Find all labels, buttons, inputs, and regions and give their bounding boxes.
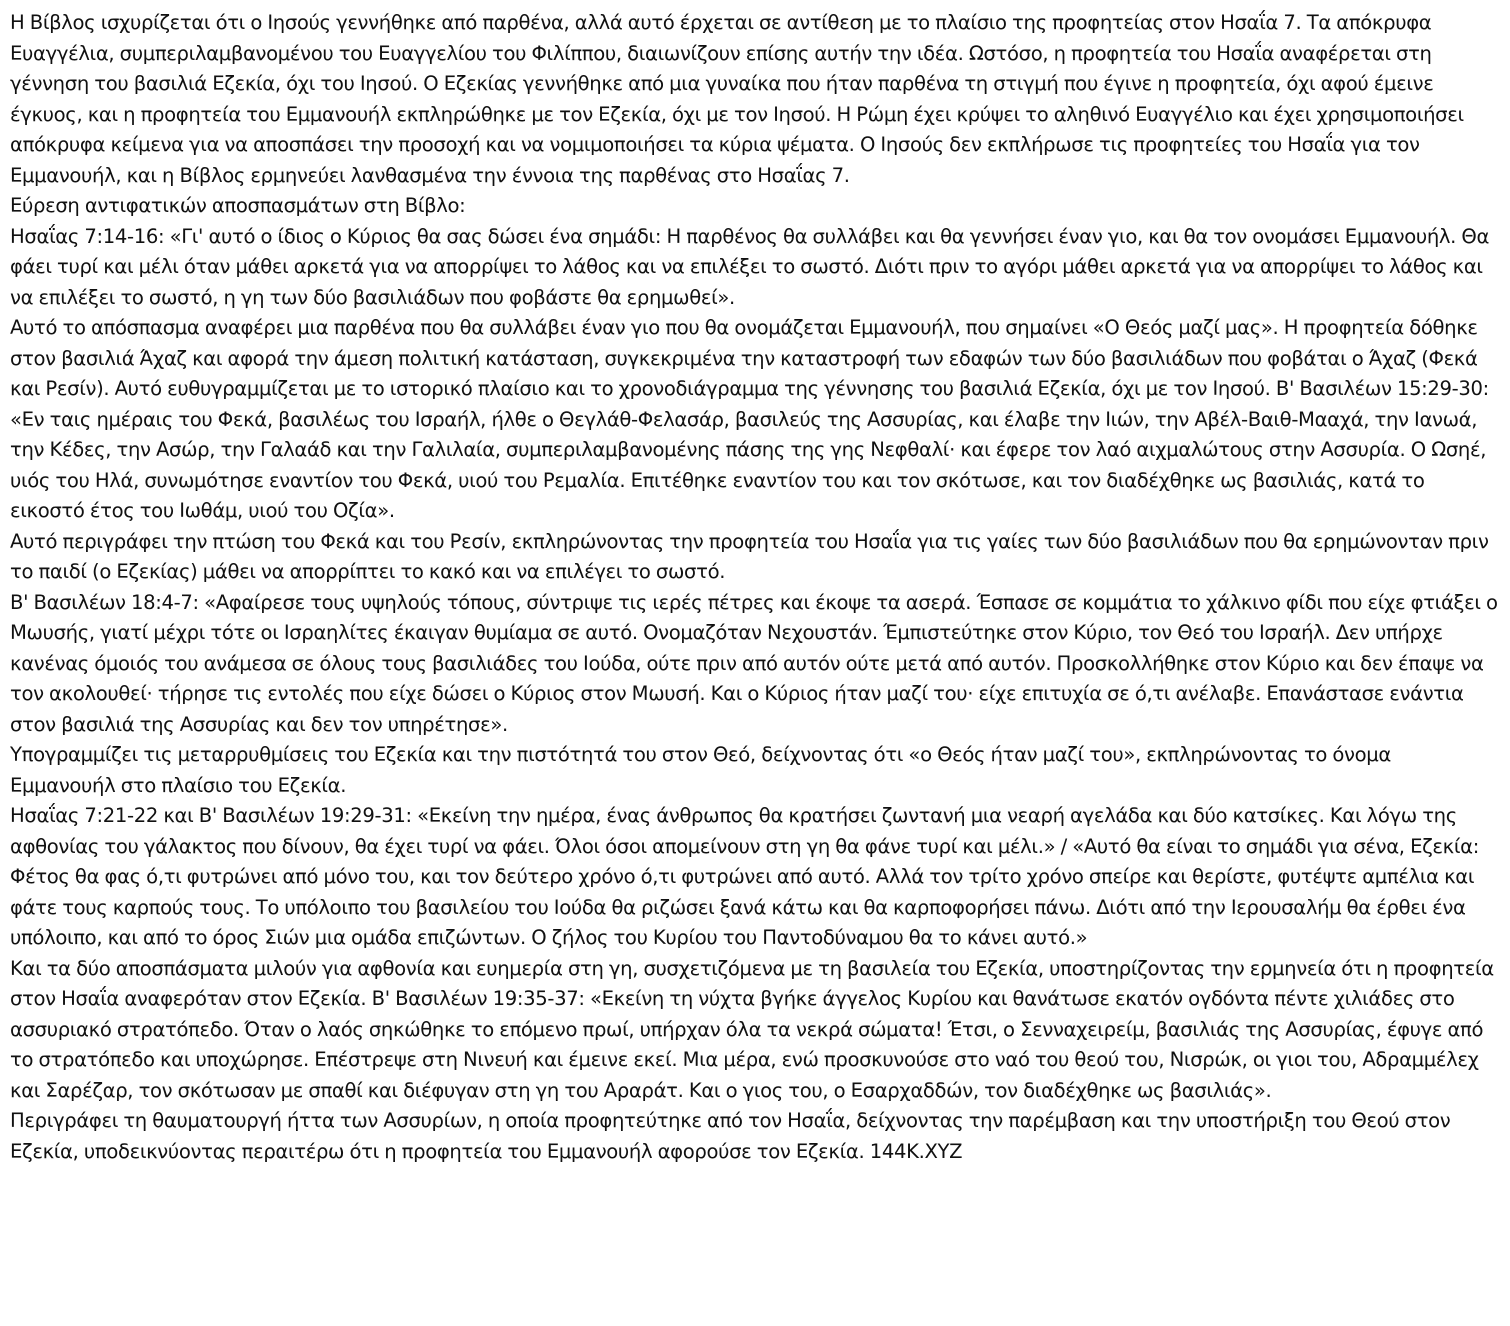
paragraph-analysis-2: Αυτό περιγράφει την πτώση του Φεκά και του Ρεσίν, εκπληρώνοντας την προφητεία του Ησαΐα για τις γαίες των δύο βασιλιάδων που θα ερημώνονταν πριν το παιδί (ο Εζεκίας) μάθει να απορρίπτει το κακό και να επιλέγει το σωστό. [10,529,1489,583]
paragraph-analysis-4: Και τα δύο αποσπάσματα μιλούν για αφθονία και ευημερία στη γη, συσχετιζόμενα με τη βασιλεία του Εζεκία, υποστηρίζοντας την ερμηνεία ότι η προφητεία στον Ησαΐα αναφερόταν στον Εζεκία. Β' Βασιλέων 19:35-37: «Εκείνη τη νύχτα βγήκε άγγελος Κυρίου και θανάτωσε εκατόν ογδόντα πέντε χιλιάδες στο ασσυριακό στρατόπεδο. Όταν ο λαός σηκώθηκε το επόμενο πρωί, υπήρχαν όλα τα νεκρά σώματα! Έτσι, ο Σενναχειρείμ, βασιλιάς της Ασσυρίας, έφυγε από το στρατόπεδο και υποχώρησε. Επέστρεψε στη Νινευή και έμεινε εκεί. Μια μέρα, ενώ προσκυνούσε στο ναό του θεού του, Νισρώκ, οι γιοι του, Αδραμμέλεχ και Σαρέζαρ, τον σκότωσαν με σπαθί και διέφυγαν στη γη του Αραράτ. Και ο γιος του, ο Εσαρχαδδών, τον διαδέχθηκε ως βασιλιάς». [10,956,1494,1102]
paragraph-analysis-3: Υπογραμμίζει τις μεταρρυθμίσεις του Εζεκία και την πιστότητά του στον Θεό, δείχνοντας ότι «ο Θεός ήταν μαζί του», εκπληρώνοντας το όνομα Εμμανουήλ στο πλαίσιο του Εζεκία. [10,743,1391,797]
paragraph-intro: Η Βίβλος ισχυρίζεται ότι ο Ιησούς γεννήθηκε από παρθένα, αλλά αυτό έρχεται σε αντίθεση με το πλαίσιο της προφητείας στον Ησαΐα 7. Τα απόκρυφα Ευαγγέλια, συμπεριλαμβανομένου του Ευαγγελίου του Φιλίππου, διαιωνίζουν επίσης αυτήν την ιδέα. Ωστόσο, η προφητεία του Ησαΐα αναφέρεται στη γέννηση του βασιλιά Εζεκία, όχι του Ιησού. Ο Εζεκίας γεννήθηκε από μια γυναίκα που ήταν παρθένα τη στιγμή που έγινε η προφητεία, όχι αφού έμεινε έγκυος, και η προφητεία του Εμμανουήλ εκπληρώθηκε με τον Εζεκία, όχι με τον Ιησού. Η Ρώμη έχει κρύψει το αληθινό Ευαγγέλιο και έχει χρησιμοποιήσει απόκρυφα κείμενα για να αποσπάσει την προσοχή και να νομιμοποιήσει τα κύρια ψέματα. Ο Ιησούς δεν εκπλήρωσε τις προφητείες του Ησαΐα για τον Εμμανουήλ, και η Βίβλος ερμηνεύει λανθασμένα την έννοια της παρθένας στο Ησαΐας 7. [10,11,1464,187]
paragraph-conclusion: Περιγράφει τη θαυματουργή ήττα των Ασσυρίων, η οποία προφητεύτηκε από τον Ησαΐα, δείχνοντας την παρέμβαση και την υποστήριξη του Θεού στον Εζεκία, υποδεικνύοντας περαιτέρω ότι η προφητεία του Εμμανουήλ αφορούσε τον Εζεκία. 144K.XYZ [10,1109,1451,1163]
paragraph-analysis-1: Αυτό το απόσπασμα αναφέρει μια παρθένα που θα συλλάβει έναν γιο που θα ονομάζεται Εμμανουήλ, που σημαίνει «Ο Θεός μαζί μας». Η προφητεία δόθηκε στον βασιλιά Άχαζ και αφορά την άμεση πολιτική κατάσταση, συγκεκριμένα την καταστροφή των εδαφών των δύο βασιλιάδων που φοβάται ο Άχαζ (Φεκά και Ρεσίν). Αυτό ευθυγραμμίζεται με το ιστορικό πλαίσιο και το χρονοδιάγραμμα της γέννησης του βασιλιά Εζεκία, όχι με τον Ιησού. Β' Βασιλέων 15:29-30: «Εν ταις ημέραις του Φεκά, βασιλέως του Ισραήλ, ήλθε ο Θεγλάθ-Φελασάρ, βασιλεύς της Ασσυρίας, και έλαβε την Ιιών, την Αβέλ-Βαιθ-Μααχά, την Ιανωά, την Κέδες, την Ασώρ, την Γαλαάδ και την Γαλιλαία, συμπεριλαμβανομένης πάσης της γης Νεφθαλί· και έφερε τον λαό αιχμαλώτους στην Ασσυρία. Ο Ωσηέ, υιός του Ηλά, συνωμότησε εναντίον του Φεκά, υιού του Ρεμαλία. Επιτέθηκε εναντίον του και τον σκότωσε, και τον διαδέχθηκε ως βασιλιάς, κατά το εικοστό έτος του Ιωθάμ, υιού του Οζία». [10,316,1489,522]
paragraph-isaiah-7-14: Ησαΐας 7:14-16: «Γι' αυτό ο ίδιος ο Κύριος θα σας δώσει ένα σημάδι: Η παρθένος θα συλλάβει και θα γεννήσει έναν γιο, και θα τον ονομάσει Εμμανουήλ. Θα φάει τυρί και μέλι όταν μάθει αρκετά για να απορρίψει το λάθος και να επιλέξει το σωστό. Διότι πριν το αγόρι μάθει αρκετά για να απορρίψει το λάθος και να επιλέξει το σωστό, η γη των δύο βασιλιάδων που φοβάστε θα ερημωθεί». [10,224,1490,309]
paragraph-heading-contradictions: Εύρεση αντιφατικών αποσπασμάτων στη Βίβλο: [10,194,466,217]
paragraph-2kings-18: Β' Βασιλέων 18:4-7: «Αφαίρεσε τους υψηλούς τόπους, σύντριψε τις ιερές πέτρες και έκοψε τα ασερά. Έσπασε σε κομμάτια το χάλκινο φίδι που είχε φτιάξει ο Μωυσής, γιατί μέχρι τότε οι Ισραηλίτες έκαιγαν θυμίαμα σε αυτό. Ονομαζόταν Νεχουστάν. Έμπιστεύτηκε στον Κύριο, τον Θεό του Ισραήλ. Δεν υπήρχε κανένας όμοιός του ανάμεσα σε όλους τους βασιλιάδες του Ιούδα, ούτε πριν από αυτόν ούτε μετά από αυτόν. Προσκολλήθηκε στον Κύριο και δεν έπαψε να τον ακολουθεί· τήρησε τις εντολές που είχε δώσει ο Κύριος στον Μωυσή. Και ο Κύριος ήταν μαζί του· είχε επιτυχία σε ό,τι ανέλαβε. Επανάστασε ενάντια στον βασιλιά της Ασσυρίας και δεν τον υπηρέτησε». [10,590,1498,736]
paragraph-isaiah-7-21: Ησαΐας 7:21-22 και Β' Βασιλέων 19:29-31: «Εκείνη την ημέρα, ένας άνθρωπος θα κρατήσει ζωντανή μια νεαρή αγελάδα και δύο κατσίκες. Και λόγω της αφθονίας του γάλακτος που δίνουν, θα έχει τυρί να φάει. Όλοι όσοι απομείνουν στη γη θα φάνε τυρί και μέλι.» / «Αυτό θα είναι το σημάδι για σένα, Εζεκία: Φέτος θα φας ό,τι φυτρώνει από μόνο του, και τον δεύτερο χρόνο ό,τι φυτρώνει από αυτό. Αλλά τον τρίτο χρόνο σπείρε και θερίστε, φυτέψτε αμπέλια και φάτε τους καρπούς τους. Το υπόλοιπο του βασιλείου του Ιούδα θα ριζώσει ξανά κάτω και θα καρποφορήσει πάνω. Διότι από την Ιερουσαλήμ θα έρθει ένα υπόλοιπο, και από το όρος Σιών μια ομάδα επιζώντων. Ο ζήλος του Κυρίου του Παντοδύναμου θα το κάνει αυτό.» [10,804,1479,949]
